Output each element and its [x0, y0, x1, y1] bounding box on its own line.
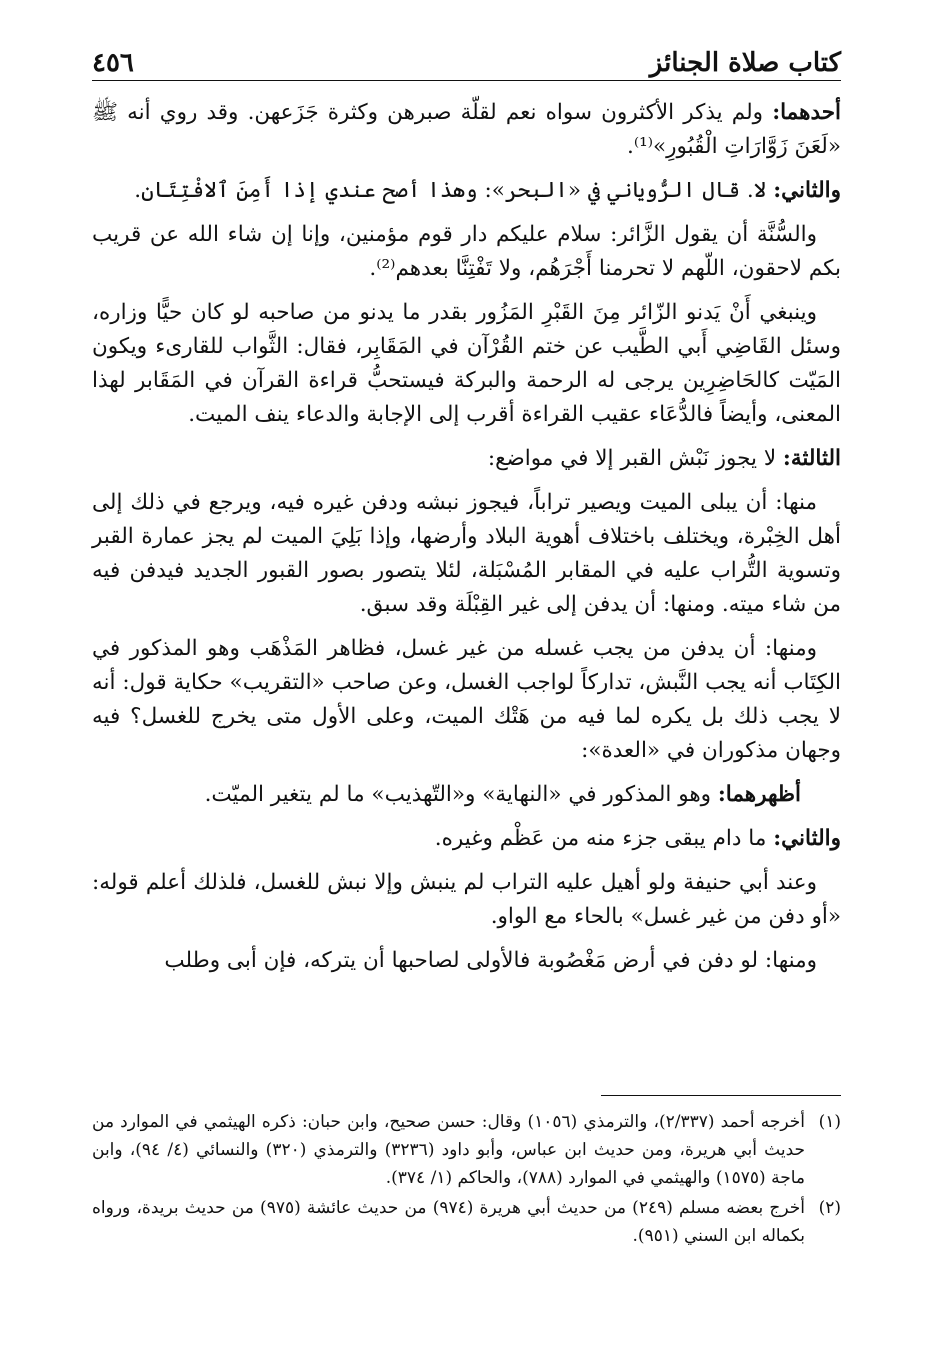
- paragraph-text: ولم يذكر الأكثرون سواه نعم لقلّة صبرهن وكثرة جَزَعهن. وقد روي أنه ﷺ «لَعَنَ زَوَّارَاتِ الْقُبُورِ»⁽¹⁾.: [92, 100, 841, 159]
- paragraph-3: [92, 218, 841, 286]
- footnote-text: أخرج بعضه مسلم (٢٤٩) من حديث أبي هريرة (٩٧٤) من حديث عائشة (٩٧٥) من حديث بريدة، ورواه بكماله ابن السني (٩٥١).: [92, 1198, 805, 1246]
- paragraph-2: [92, 174, 841, 208]
- paragraph-4: [92, 296, 841, 432]
- paragraph-lead: الثالثة:: [782, 446, 841, 471]
- paragraph-11: [92, 944, 841, 978]
- paragraph-8: [92, 778, 841, 812]
- paragraph-6: [92, 486, 841, 622]
- paragraph-text: وعند أبي حنيفة ولو أهيل عليه التراب لم ينبش وإلا نبش للغسل، فلذلك أعلم قوله: «أو دفن من غير غسل» بالحاء مع الواو.: [92, 870, 841, 929]
- paragraph-text: ومنها: أن يدفن من يجب غسله من غير غسل، فظاهر المَذْهَب وهو المذكور في الكِتَاب أنه يجب النَّبش، تداركاً لواجب الغسل، وعن صاحب «التقريب» حكاية قول: أنه لا يجب ذلك بل يكره لما فيه من هَتْك الميت، وعلى الأول متى يخرج للغسل؟ فيه وجهان مذكوران في «العدة»:: [92, 636, 841, 763]
- paragraph-text: لا يجوز نَبْش القبر إلا في مواضع:: [487, 446, 783, 471]
- paragraph-lead: أظهرهما:: [717, 782, 801, 807]
- header-rule: [92, 80, 841, 81]
- paragraph-text: وهو المذكور في «النهاية» و«التّهذيب» ما لم يتغير الميّت.: [204, 782, 718, 807]
- paragraph-text: لا. قال الرُّوياني في «البحر»: وهذا أصح عندي إذا أَمِنَ ٱلافْتِتَان.: [134, 178, 774, 203]
- footnote-text: أخرجه أحمد (٢/٣٣٧)، والترمذي (١٠٥٦) وقال: حسن صحيح، وابن حبان: ذكره الهيثمي في الموارد من حديث أبي هريرة، ومن حديث ابن عباس، وأبو داود (٣٢٣٦) والترمذي (٣٢٠) والنسائي (٤/ ٩٤)، وابن ماجة (١٥٧٥) والهيثمي في الموارد (٧٨٨)، والحاكم (١/ ٣٧٤).: [92, 1112, 806, 1188]
- paragraph-lead: والثاني:: [773, 826, 841, 851]
- footnote-2: [92, 1194, 841, 1250]
- footnotes: [92, 1108, 841, 1252]
- footnote-marker: (٢): [818, 1198, 841, 1218]
- paragraph-lead: أحدهما:: [772, 100, 841, 125]
- paragraph-text: والسُّنَّة أن يقول الزَّائر: سلام عليكم دار قوم مؤمنين، وإنا إن شاء الله عن قريب بكم لاحقون، اللّهم لا تحرمنا أَجْرَهُم، ولا تَفْتِنَّا بعدهم⁽²⁾.: [92, 222, 841, 281]
- paragraph-7: [92, 632, 841, 768]
- chapter-title: كتاب صلاة الجنائز: [649, 48, 841, 78]
- main-text: [92, 96, 841, 988]
- paragraph-5: [92, 442, 841, 476]
- running-header: [92, 34, 841, 78]
- paragraph-10: [92, 866, 841, 934]
- footnote-separator: [601, 1095, 841, 1096]
- paragraph-text: ومنها: لو دفن في أرض مَغْصُوبة فالأولى لصاحبها أن يتركه، فإن أبى وطلب: [164, 948, 817, 973]
- footnote-1: [92, 1108, 841, 1192]
- paragraph-text: ما دام يبقى جزء منه من عَظْم وغيره.: [434, 826, 774, 851]
- page-number: ٤٥٦: [92, 48, 134, 78]
- paragraph-1: [92, 96, 841, 164]
- paragraph-lead: والثاني:: [773, 178, 841, 203]
- paragraph-text: منها: أن يبلى الميت ويصير تراباً، فيجوز نبشه ودفن غيره فيه، ويرجع في ذلك إلى أهل الخِبْرة، ويختلف باختلاف أهوية البلاد وأرضها، وإذا بَلِيَ الميت لم يجز عمارة القبر وتسوية التُّراب عليه في المقابر المُسْبَلة، لئلا يتصور بصور القبور الجديد فيدفن فيه من شاء ميته. ومنها: أن يدفن إلى غير القِبْلَة وقد سبق.: [92, 490, 841, 617]
- paragraph-text: وينبغي أَنْ يَدنو الزّائر مِنَ القَبْرِ المَزُور بقدر ما يدنو من صاحبه لو كان حيًّا وزاره، وسئل القَاضِي أَبي الطَّيب عن ختم القُرْآن في المَقَابِر، فقال: الثَّواب للقارىء ويكون المَيّت كالحَاضِرِين يرجى له الرحمة والبركة فيستحبُّ قراءة القرآن في المَقَابر لهذا المعنى، وأيضاً فالدُّعَاء عقيب القراءة أقرب إلى الإجابة والدعاء ينف الميت.: [92, 300, 841, 427]
- footnote-marker: (١): [818, 1112, 841, 1132]
- paragraph-9: [92, 822, 841, 856]
